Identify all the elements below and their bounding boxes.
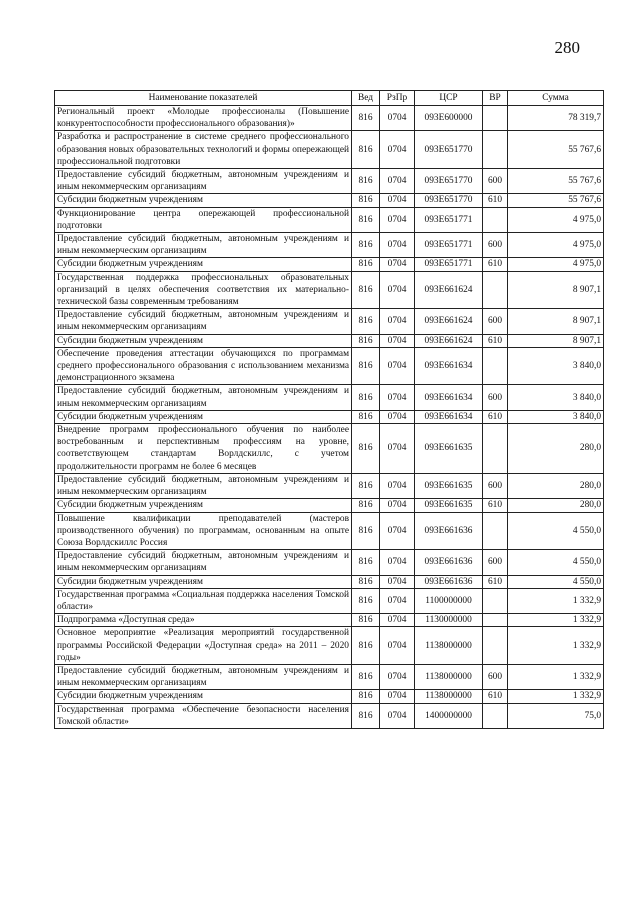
cell-name: Функционирование центра опережающей профессиональной подготовки xyxy=(55,207,352,232)
cell-csr: 093E661634 xyxy=(415,347,483,385)
cell-name: Государственная поддержка профессиональных образовательных организаций в целях обеспечения соответствия их материально-технической базы современным требованиям xyxy=(55,271,352,309)
cell-name: Государственная программа «Социальная поддержка населения Томской области» xyxy=(55,588,352,613)
cell-rzpr: 0704 xyxy=(380,207,415,232)
cell-ved: 816 xyxy=(352,194,380,207)
header-csr: ЦСР xyxy=(415,91,483,106)
cell-rzpr: 0704 xyxy=(380,614,415,627)
cell-name: Государственная программа «Обеспечение безопасности населения Томской области» xyxy=(55,703,352,728)
cell-vr: 600 xyxy=(483,233,508,258)
cell-csr: 093E661634 xyxy=(415,410,483,423)
cell-sum: 3 840,0 xyxy=(508,347,604,385)
table-row xyxy=(55,499,604,512)
header-rzpr: РзПр xyxy=(380,91,415,106)
cell-sum: 75,0 xyxy=(508,703,604,728)
table-row xyxy=(55,309,604,334)
cell-vr xyxy=(483,106,508,131)
table-header-row xyxy=(55,91,604,106)
cell-rzpr: 0704 xyxy=(380,627,415,665)
cell-rzpr: 0704 xyxy=(380,664,415,689)
table-row xyxy=(55,512,604,550)
cell-name: Предоставление субсидий бюджетным, автономным учреждениям и иным некоммерческим организациям xyxy=(55,309,352,334)
cell-vr xyxy=(483,207,508,232)
cell-ved: 816 xyxy=(352,334,380,347)
cell-ved: 816 xyxy=(352,131,380,169)
cell-name: Внедрение программ профессионального обучения по наиболее востребованным и перспективным профессиям на уровне, соответствующем стандартам Ворлдскиллс, с учетом продолжительности программ не более 6 месяцев xyxy=(55,424,352,474)
cell-rzpr: 0704 xyxy=(380,194,415,207)
cell-name: Обеспечение проведения аттестации обучающихся по программам среднего профессионального образования с использованием механизма демонстрационного экзамена xyxy=(55,347,352,385)
cell-csr: 1138000000 xyxy=(415,690,483,703)
cell-vr xyxy=(483,588,508,613)
cell-sum: 280,0 xyxy=(508,473,604,498)
cell-csr: 093E661624 xyxy=(415,271,483,309)
table-body xyxy=(55,106,604,729)
cell-ved: 816 xyxy=(352,347,380,385)
cell-vr xyxy=(483,271,508,309)
cell-ved: 816 xyxy=(352,575,380,588)
cell-vr: 610 xyxy=(483,410,508,423)
cell-sum: 8 907,1 xyxy=(508,334,604,347)
cell-ved: 816 xyxy=(352,703,380,728)
cell-rzpr: 0704 xyxy=(380,309,415,334)
cell-sum: 4 975,0 xyxy=(508,258,604,271)
cell-csr: 093E600000 xyxy=(415,106,483,131)
cell-rzpr: 0704 xyxy=(380,550,415,575)
cell-rzpr: 0704 xyxy=(380,690,415,703)
table-row xyxy=(55,385,604,410)
cell-name: Субсидии бюджетным учреждениям xyxy=(55,194,352,207)
cell-rzpr: 0704 xyxy=(380,424,415,474)
cell-vr: 600 xyxy=(483,385,508,410)
cell-csr: 093E661635 xyxy=(415,473,483,498)
table-row xyxy=(55,550,604,575)
cell-csr: 093E651770 xyxy=(415,131,483,169)
table-row xyxy=(55,424,604,474)
cell-sum: 1 332,9 xyxy=(508,690,604,703)
table-row xyxy=(55,410,604,423)
cell-name: Субсидии бюджетным учреждениям xyxy=(55,690,352,703)
cell-rzpr: 0704 xyxy=(380,271,415,309)
cell-name: Разработка и распространение в системе среднего профессионального образования новых образовательных технологий и формы опережающей профессиональной подготовки xyxy=(55,131,352,169)
budget-table xyxy=(54,90,604,729)
cell-rzpr: 0704 xyxy=(380,410,415,423)
cell-rzpr: 0704 xyxy=(380,169,415,194)
cell-sum: 4 550,0 xyxy=(508,512,604,550)
cell-name: Предоставление субсидий бюджетным, автономным учреждениям и иным некоммерческим организациям xyxy=(55,473,352,498)
table-row xyxy=(55,627,604,665)
cell-rzpr: 0704 xyxy=(380,575,415,588)
cell-sum: 4 975,0 xyxy=(508,207,604,232)
cell-vr xyxy=(483,131,508,169)
table-row xyxy=(55,588,604,613)
cell-name: Субсидии бюджетным учреждениям xyxy=(55,575,352,588)
cell-csr: 093E661636 xyxy=(415,575,483,588)
cell-rzpr: 0704 xyxy=(380,473,415,498)
cell-csr: 093E661635 xyxy=(415,424,483,474)
cell-ved: 816 xyxy=(352,385,380,410)
cell-ved: 816 xyxy=(352,258,380,271)
cell-rzpr: 0704 xyxy=(380,131,415,169)
header-name: Наименование показателей xyxy=(55,91,352,106)
cell-ved: 816 xyxy=(352,512,380,550)
cell-sum: 55 767,6 xyxy=(508,194,604,207)
cell-vr: 610 xyxy=(483,258,508,271)
cell-ved: 816 xyxy=(352,499,380,512)
table-row xyxy=(55,334,604,347)
cell-sum: 1 332,9 xyxy=(508,614,604,627)
cell-vr xyxy=(483,424,508,474)
cell-name: Предоставление субсидий бюджетным, автономным учреждениям и иным некоммерческим организациям xyxy=(55,169,352,194)
cell-name: Предоставление субсидий бюджетным, автономным учреждениям и иным некоммерческим организациям xyxy=(55,550,352,575)
cell-csr: 093E661635 xyxy=(415,499,483,512)
cell-name: Субсидии бюджетным учреждениям xyxy=(55,410,352,423)
cell-rzpr: 0704 xyxy=(380,703,415,728)
table-row xyxy=(55,614,604,627)
cell-sum: 8 907,1 xyxy=(508,271,604,309)
table-row xyxy=(55,347,604,385)
cell-rzpr: 0704 xyxy=(380,385,415,410)
cell-ved: 816 xyxy=(352,473,380,498)
cell-ved: 816 xyxy=(352,588,380,613)
cell-vr xyxy=(483,627,508,665)
cell-vr: 610 xyxy=(483,334,508,347)
cell-sum: 1 332,9 xyxy=(508,664,604,689)
cell-csr: 1130000000 xyxy=(415,614,483,627)
cell-vr xyxy=(483,512,508,550)
cell-vr xyxy=(483,703,508,728)
cell-sum: 280,0 xyxy=(508,424,604,474)
cell-csr: 093E651770 xyxy=(415,194,483,207)
cell-sum: 3 840,0 xyxy=(508,385,604,410)
table-row xyxy=(55,194,604,207)
cell-rzpr: 0704 xyxy=(380,233,415,258)
header-sum: Сумма xyxy=(508,91,604,106)
cell-ved: 816 xyxy=(352,233,380,258)
table-row xyxy=(55,258,604,271)
cell-ved: 816 xyxy=(352,690,380,703)
cell-sum: 4 550,0 xyxy=(508,550,604,575)
cell-rzpr: 0704 xyxy=(380,347,415,385)
table-row xyxy=(55,664,604,689)
cell-sum: 4 550,0 xyxy=(508,575,604,588)
table-row xyxy=(55,703,604,728)
cell-csr: 093E661624 xyxy=(415,334,483,347)
cell-vr: 610 xyxy=(483,575,508,588)
cell-vr xyxy=(483,614,508,627)
table-row xyxy=(55,473,604,498)
cell-csr: 1100000000 xyxy=(415,588,483,613)
cell-name: Предоставление субсидий бюджетным, автономным учреждениям и иным некоммерческим организациям xyxy=(55,233,352,258)
cell-vr: 600 xyxy=(483,309,508,334)
cell-sum: 55 767,6 xyxy=(508,131,604,169)
cell-vr: 610 xyxy=(483,499,508,512)
cell-ved: 816 xyxy=(352,424,380,474)
cell-ved: 816 xyxy=(352,614,380,627)
cell-rzpr: 0704 xyxy=(380,499,415,512)
cell-sum: 280,0 xyxy=(508,499,604,512)
cell-name: Подпрограмма «Доступная среда» xyxy=(55,614,352,627)
cell-csr: 1138000000 xyxy=(415,664,483,689)
table-row xyxy=(55,169,604,194)
cell-csr: 093E661634 xyxy=(415,385,483,410)
table-row xyxy=(55,207,604,232)
cell-sum: 4 975,0 xyxy=(508,233,604,258)
cell-rzpr: 0704 xyxy=(380,512,415,550)
cell-ved: 816 xyxy=(352,664,380,689)
cell-csr: 093E661624 xyxy=(415,309,483,334)
page-number: 280 xyxy=(554,38,580,57)
table-row xyxy=(55,106,604,131)
table-row xyxy=(55,233,604,258)
cell-ved: 816 xyxy=(352,169,380,194)
cell-sum: 8 907,1 xyxy=(508,309,604,334)
cell-vr: 600 xyxy=(483,550,508,575)
cell-vr: 600 xyxy=(483,664,508,689)
cell-name: Основное мероприятие «Реализация мероприятий государственной программы Российской Федерации «Доступная среда» на 2011 – 2020 годы» xyxy=(55,627,352,665)
cell-sum: 1 332,9 xyxy=(508,627,604,665)
cell-rzpr: 0704 xyxy=(380,588,415,613)
cell-csr: 1138000000 xyxy=(415,627,483,665)
cell-name: Субсидии бюджетным учреждениям xyxy=(55,258,352,271)
cell-csr: 093E651771 xyxy=(415,207,483,232)
cell-name: Региональный проект «Молодые профессионалы (Повышение конкурентоспособности профессионального образования)» xyxy=(55,106,352,131)
cell-sum: 78 319,7 xyxy=(508,106,604,131)
cell-name: Субсидии бюджетным учреждениям xyxy=(55,334,352,347)
cell-sum: 55 767,6 xyxy=(508,169,604,194)
cell-ved: 816 xyxy=(352,550,380,575)
cell-ved: 816 xyxy=(352,410,380,423)
cell-vr: 600 xyxy=(483,169,508,194)
cell-name: Повышение квалификации преподавателей (мастеров производственного обучения) по программам, основанным на опыте Союза Ворлдскиллс Россия xyxy=(55,512,352,550)
cell-sum: 1 332,9 xyxy=(508,588,604,613)
cell-csr: 093E651771 xyxy=(415,258,483,271)
header-ved: Вед xyxy=(352,91,380,106)
cell-csr: 093E651771 xyxy=(415,233,483,258)
table-row xyxy=(55,575,604,588)
cell-ved: 816 xyxy=(352,309,380,334)
cell-ved: 816 xyxy=(352,627,380,665)
cell-vr: 610 xyxy=(483,194,508,207)
cell-ved: 816 xyxy=(352,271,380,309)
table-row xyxy=(55,271,604,309)
cell-csr: 093E661636 xyxy=(415,512,483,550)
table-row xyxy=(55,131,604,169)
cell-name: Предоставление субсидий бюджетным, автономным учреждениям и иным некоммерческим организациям xyxy=(55,385,352,410)
cell-name: Предоставление субсидий бюджетным, автономным учреждениям и иным некоммерческим организациям xyxy=(55,664,352,689)
cell-csr: 093E661636 xyxy=(415,550,483,575)
table-row xyxy=(55,690,604,703)
cell-csr: 1400000000 xyxy=(415,703,483,728)
cell-rzpr: 0704 xyxy=(380,334,415,347)
cell-vr xyxy=(483,347,508,385)
cell-rzpr: 0704 xyxy=(380,258,415,271)
cell-ved: 816 xyxy=(352,207,380,232)
cell-ved: 816 xyxy=(352,106,380,131)
cell-name: Субсидии бюджетным учреждениям xyxy=(55,499,352,512)
header-vr: ВР xyxy=(483,91,508,106)
cell-vr: 600 xyxy=(483,473,508,498)
cell-csr: 093E651770 xyxy=(415,169,483,194)
cell-vr: 610 xyxy=(483,690,508,703)
cell-rzpr: 0704 xyxy=(380,106,415,131)
cell-sum: 3 840,0 xyxy=(508,410,604,423)
